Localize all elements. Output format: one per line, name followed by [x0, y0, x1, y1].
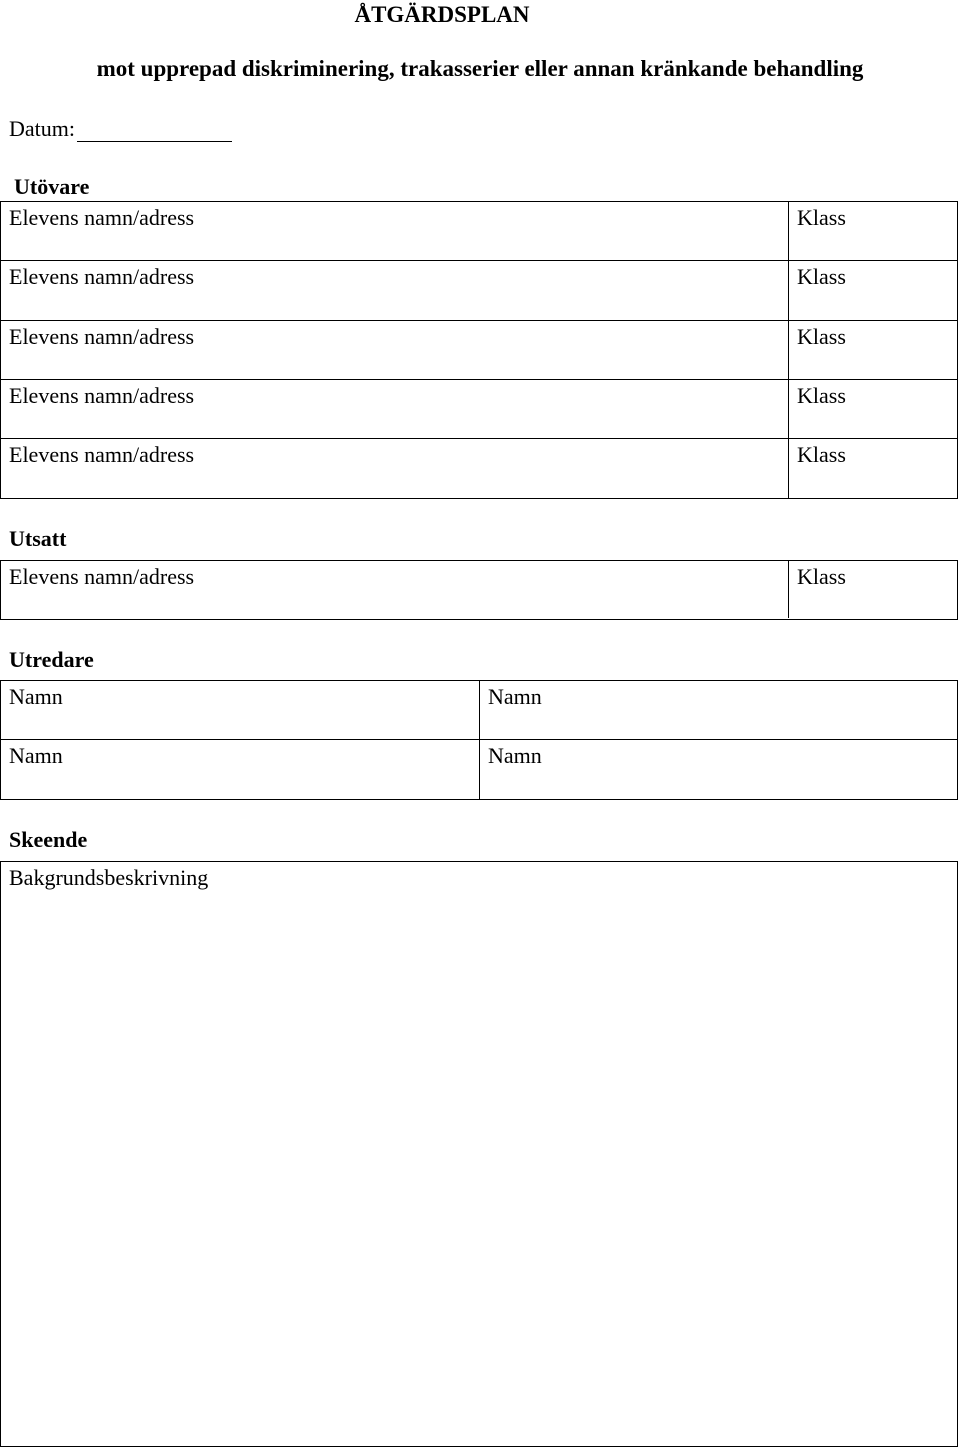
investigator-name-cell[interactable]: Namn [9, 743, 63, 769]
datum-label: Datum: [9, 116, 75, 141]
datum-input-line[interactable] [77, 119, 232, 142]
utsatt-heading: Utsatt [9, 526, 67, 551]
table-row [1, 740, 957, 799]
document-title: ÅTGÄRDSPLAN [354, 2, 530, 27]
student-name-cell[interactable]: Elevens namn/adress [9, 442, 195, 468]
utredare-table [0, 680, 958, 800]
class-cell[interactable]: Klass [788, 561, 957, 618]
investigator-name-cell[interactable]: Namn [479, 740, 957, 799]
class-cell[interactable]: Klass [788, 380, 957, 438]
background-description-label: Bakgrundsbeskrivning [9, 865, 209, 890]
table-row [1, 261, 957, 320]
skeende-heading: Skeende [9, 827, 88, 852]
table-row [1, 439, 957, 498]
document-subtitle: mot upprepad diskriminering, trakasserier eller annan kränkande behandling [96, 56, 864, 81]
background-description-box[interactable] [0, 861, 958, 1447]
utredare-heading: Utredare [9, 647, 94, 672]
table-row [1, 202, 957, 261]
student-name-cell[interactable]: Elevens namn/adress [9, 205, 195, 230]
class-cell[interactable]: Klass [788, 261, 957, 319]
class-cell[interactable]: Klass [788, 321, 957, 379]
student-name-cell[interactable]: Elevens namn/adress [9, 382, 195, 408]
class-cell[interactable]: Klass [788, 439, 957, 498]
table-row [1, 681, 957, 740]
utsatt-table [0, 560, 958, 620]
table-row [1, 321, 957, 380]
table-row [1, 380, 957, 439]
datum-field [9, 116, 232, 142]
investigator-name-cell[interactable]: Namn [9, 684, 63, 709]
utovare-heading: Utövare [14, 174, 90, 199]
table-row [1, 561, 957, 618]
student-name-cell[interactable]: Elevens namn/adress [9, 264, 195, 290]
investigator-name-cell[interactable]: Namn [479, 681, 957, 739]
class-cell[interactable]: Klass [788, 202, 957, 260]
student-name-cell[interactable]: Elevens namn/adress [9, 323, 195, 349]
student-name-cell[interactable]: Elevens namn/adress [9, 564, 195, 589]
utovare-table [0, 201, 958, 499]
